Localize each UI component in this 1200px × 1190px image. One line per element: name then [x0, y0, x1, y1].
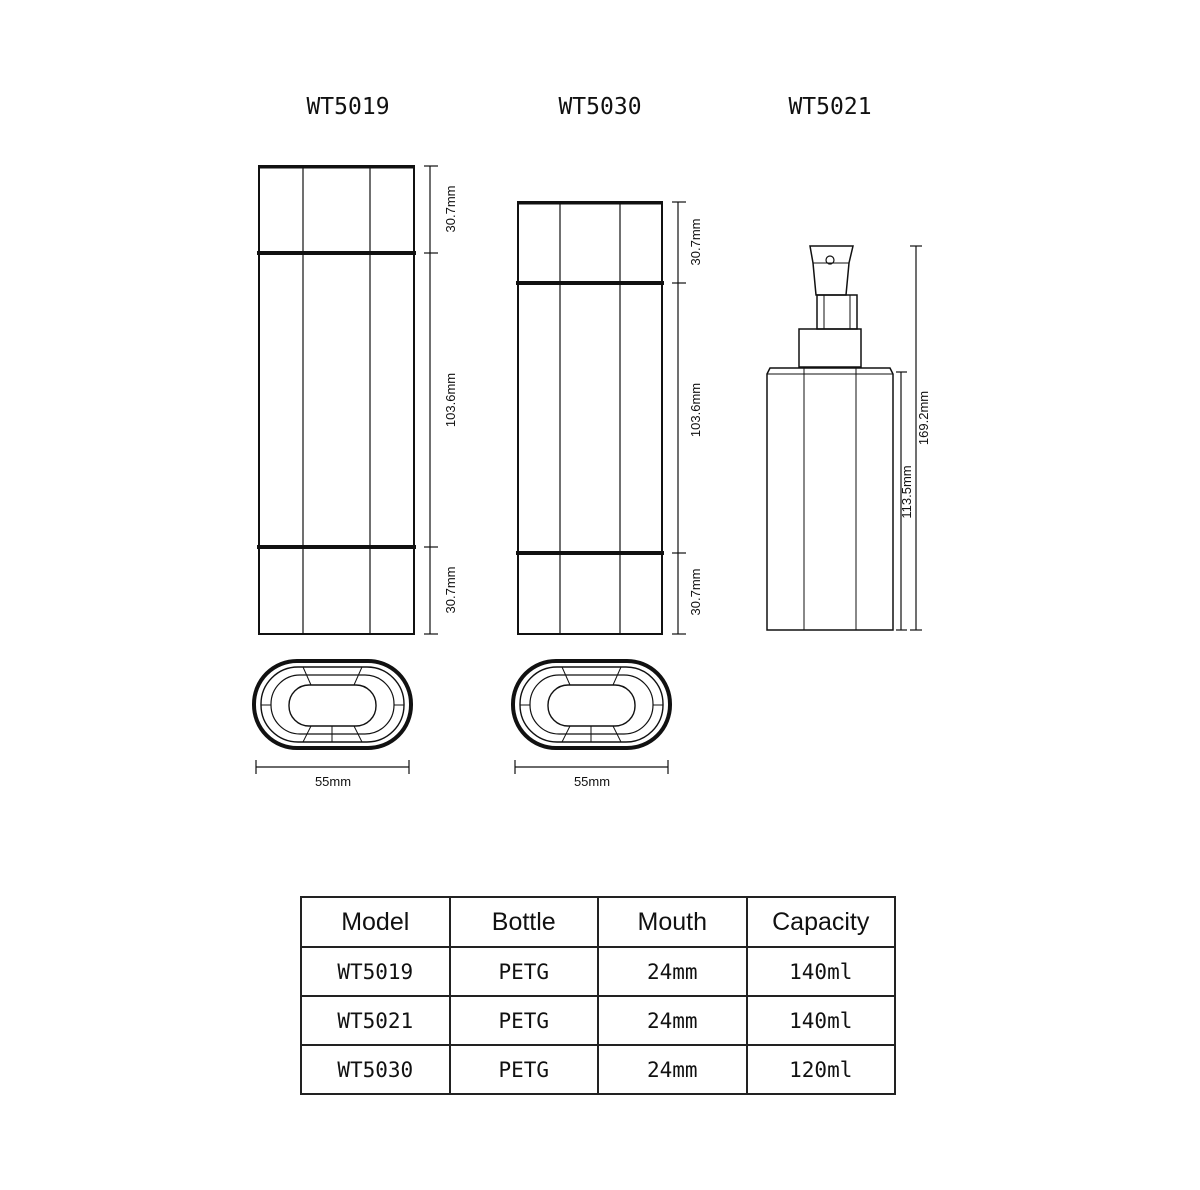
table-row	[301, 1045, 895, 1094]
bottle-wt5019-front	[257, 166, 416, 634]
header-model: Model	[301, 897, 450, 947]
cell-model: WT5019	[301, 947, 450, 996]
table-row	[301, 947, 895, 996]
dim-bottom-wt5030: 30.7mm	[688, 568, 703, 616]
cell-bottle: PETG	[450, 996, 599, 1045]
spec-table	[300, 896, 896, 1095]
dim-middle-wt5030: 103.6mm	[688, 382, 703, 438]
cell-bottle: PETG	[450, 1045, 599, 1094]
dim-body-wt5021: 113.5mm	[899, 465, 914, 519]
dim-top-wt5019: 30.7mm	[443, 185, 458, 233]
dim-bottom-wt5019: 30.7mm	[443, 566, 458, 614]
dim-top-wt5030: 30.7mm	[688, 218, 703, 266]
header-capacity: Capacity	[747, 897, 896, 947]
cell-capacity: 120ml	[747, 1045, 896, 1094]
cell-capacity: 140ml	[747, 996, 896, 1045]
dim-width-wt5030: 55mm	[573, 774, 611, 789]
width-dimension-wt5019	[256, 760, 409, 774]
table-header-row	[301, 897, 895, 947]
cell-mouth: 24mm	[598, 947, 747, 996]
header-bottle: Bottle	[450, 897, 599, 947]
dim-middle-wt5019: 103.6mm	[443, 372, 458, 428]
cell-capacity: 140ml	[747, 947, 896, 996]
cell-mouth: 24mm	[598, 996, 747, 1045]
cell-mouth: 24mm	[598, 1045, 747, 1094]
model-title-wt5021: WT5021	[788, 94, 872, 120]
cell-model: WT5030	[301, 1045, 450, 1094]
table-row	[301, 996, 895, 1045]
dimension-lines-wt5030	[672, 202, 686, 634]
model-title-wt5019: WT5019	[306, 94, 390, 120]
top-view-wt5019	[254, 661, 411, 748]
cell-model: WT5021	[301, 996, 450, 1045]
dim-total-wt5021: 169.2mm	[916, 390, 931, 446]
header-mouth: Mouth	[598, 897, 747, 947]
bottle-wt5030-front	[516, 202, 664, 634]
dim-width-wt5019: 55mm	[314, 774, 352, 789]
cell-bottle: PETG	[450, 947, 599, 996]
model-title-wt5030: WT5030	[558, 94, 642, 120]
width-dimension-wt5030	[515, 760, 668, 774]
bottle-wt5021-pump	[767, 246, 893, 630]
top-view-wt5030	[513, 661, 670, 748]
dimension-lines-wt5019	[424, 166, 438, 634]
